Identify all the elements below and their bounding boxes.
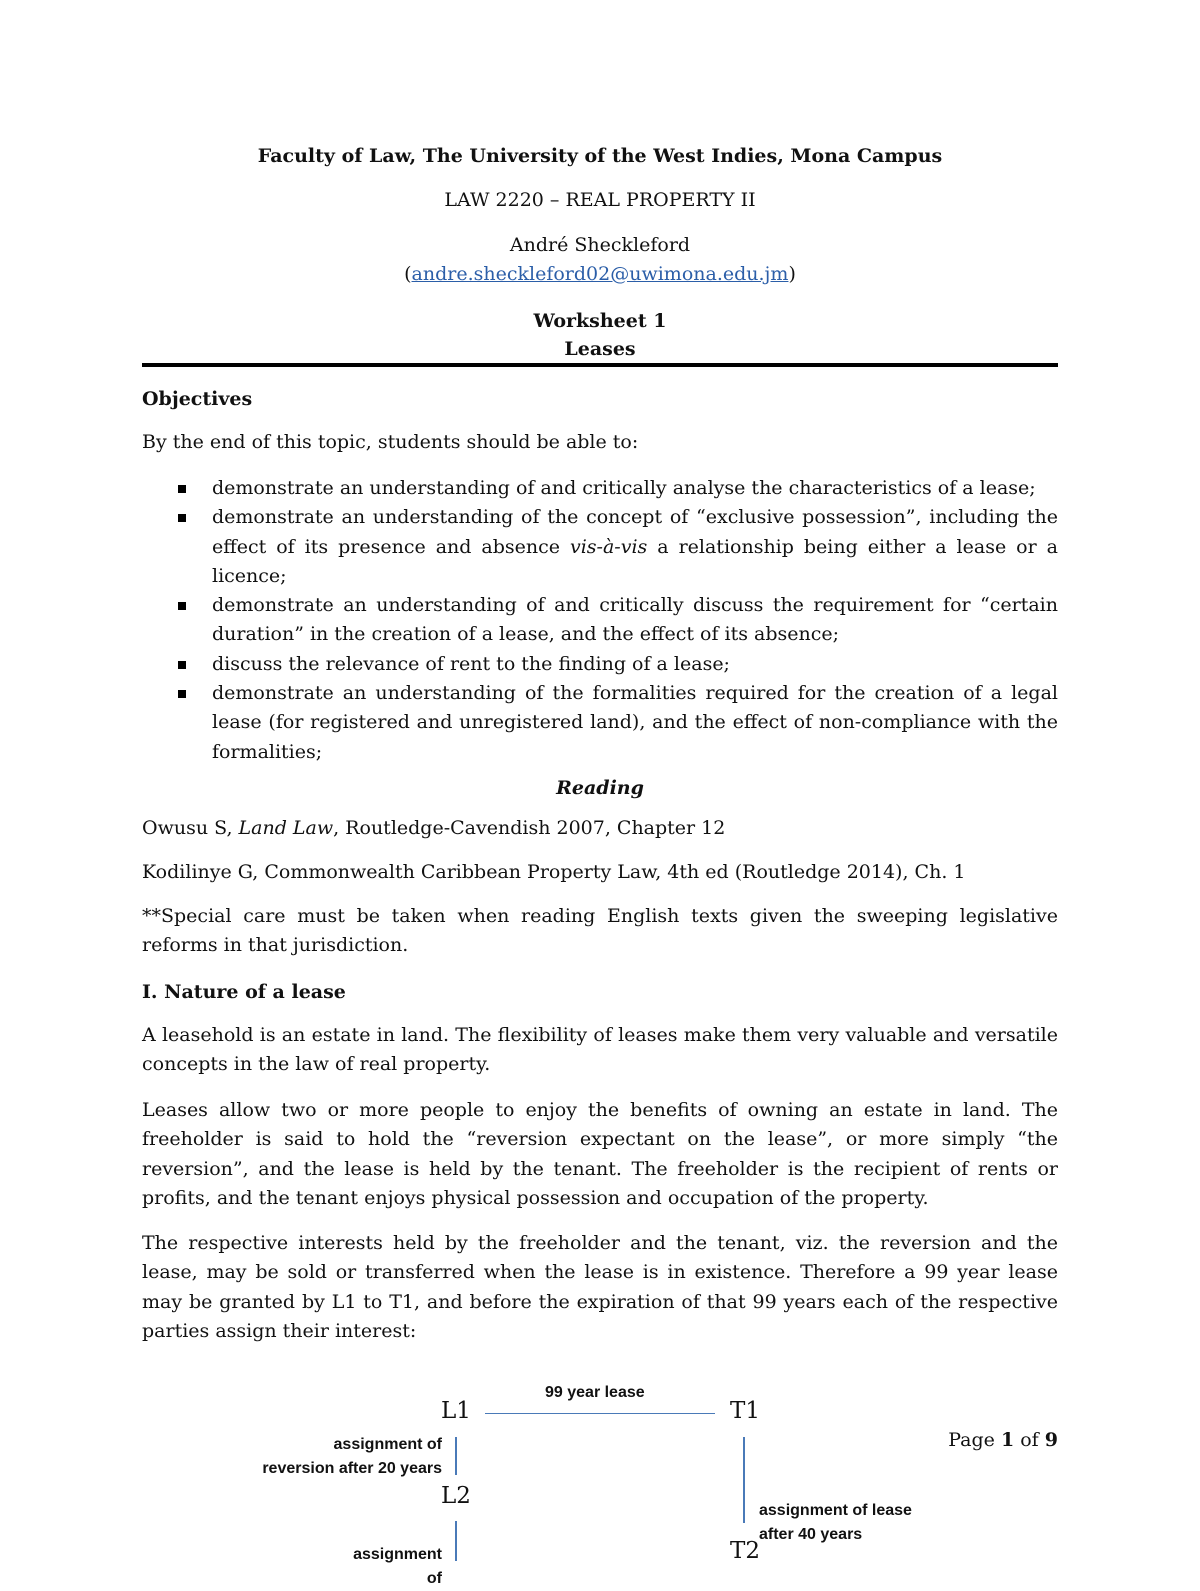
objective-text: demonstrate an understanding of and critically analyse the characteristics of a lease;	[212, 477, 1036, 499]
objectives-intro: By the end of this topic, students should be able to:	[142, 431, 639, 453]
page-prefix: Page	[948, 1429, 1001, 1451]
objectives-heading: Objectives	[142, 388, 253, 410]
section-paragraph: A leasehold is an estate in land. The flexibility of leases make them very valuable and versatile concepts in the law of real property.	[142, 1024, 1058, 1076]
reading-ref-author: Owusu S,	[142, 817, 239, 839]
section-paragraph: Leases allow two or more people to enjoy the benefits of owning an estate in land. The freeholder is said to hold the “reversion expectant on the lease”, or more simply “the reversion”, and the lease is held by the tenant. The freeholder is the recipient of rents or profits, and the tenant enjoys physical possession and occupation of the property.	[142, 1099, 1058, 1209]
objectives-list	[142, 474, 1058, 767]
reversion-assignment-label-partial: assignment of	[353, 1546, 442, 1587]
email-open-paren: (	[404, 263, 412, 285]
section-heading-nature: I. Nature of a lease	[142, 981, 346, 1003]
reading-ref-details: , Routledge-Cavendish 2007, Chapter 12	[333, 817, 726, 839]
square-bullet-icon	[178, 602, 186, 610]
lease-connector-line	[485, 1413, 715, 1414]
reading-ref-book-title: Land Law	[238, 817, 334, 839]
square-bullet-icon	[178, 514, 186, 522]
page-number	[920, 1429, 1058, 1451]
lease-assignment-connector-line	[743, 1437, 745, 1523]
reversion-assignment-label-line2: reversion after 20 years	[262, 1460, 442, 1477]
course-title-text: LAW 2220 – REAL PROPERTY II	[444, 189, 756, 211]
reading-note: **Special care must be taken when reading English texts given the sweeping legislative reforms in that jurisdiction.	[142, 905, 1058, 957]
objective-italic-text: vis-à-vis	[570, 535, 648, 558]
page-mid: of	[1014, 1429, 1045, 1451]
course-title	[142, 186, 1058, 214]
author-email-line	[142, 260, 1058, 288]
author-email-link[interactable]: andre.sheckleford02@uwimona.edu.jm	[411, 263, 789, 285]
objective-item	[142, 591, 1058, 650]
header-divider	[142, 363, 1058, 367]
objective-text: demonstrate an understanding of and critically discuss the requirement for “certain duration” in the creation of a lease, and the effect of its absence;	[212, 594, 1058, 646]
node-l2: L2	[441, 1483, 471, 1509]
node-t1: T1	[730, 1398, 760, 1424]
objective-text: demonstrate an understanding of the formalities required for the creation of a legal lease (for registered and unregistered land), and the effect of non-compliance with the formalities;	[212, 682, 1058, 763]
lease-label: 99 year lease	[545, 1384, 645, 1401]
lease-assignment-label-line2: after 40 years	[759, 1526, 863, 1543]
objective-text: discuss the relevance of rent to the finding of a lease;	[212, 652, 730, 675]
lease-assignment-label-line1: assignment of lease	[759, 1502, 912, 1519]
faculty-title: Faculty of Law, The University of the West Indies, Mona Campus	[257, 145, 943, 167]
reversion-connector-line-2	[455, 1521, 457, 1561]
section-paragraph: The respective interests held by the freeholder and the tenant, viz. the reversion and the lease, may be sold or transferred when the lease is in existence. Therefore a 99 year lease may be granted by L1 to T1, and before the expiration of that 99 years each of the respective parties assign their interest:	[142, 1232, 1058, 1342]
square-bullet-icon	[178, 690, 186, 698]
reversion-connector-line	[455, 1437, 457, 1475]
email-close-paren: )	[788, 263, 796, 285]
page-total: 9	[1044, 1429, 1058, 1451]
node-t2: T2	[730, 1538, 760, 1564]
reading-ref-owusu	[142, 814, 1058, 843]
objective-item	[142, 650, 1058, 679]
reading-heading: Reading	[556, 777, 644, 799]
node-l1: L1	[441, 1398, 471, 1424]
author-name: André Sheckleford	[509, 234, 691, 256]
objective-item	[142, 474, 1058, 503]
objective-text: a relationship being either a lease or a licence;	[212, 535, 1058, 587]
square-bullet-icon	[178, 485, 186, 493]
objective-item	[142, 679, 1058, 767]
worksheet-title: Worksheet 1	[533, 310, 667, 332]
square-bullet-icon	[178, 661, 186, 669]
topic-title: Leases	[564, 338, 636, 360]
reversion-assignment-label-line1: assignment of	[333, 1436, 442, 1453]
reading-ref-kodilinye: Kodilinye G, Commonwealth Caribbean Property Law, 4th ed (Routledge 2014), Ch. 1	[142, 861, 966, 883]
objective-text: demonstrate an understanding of the concept of “exclusive possession”, including the effect of its presence and absence	[212, 506, 1058, 558]
page-current: 1	[1000, 1429, 1015, 1451]
objective-item	[142, 503, 1058, 591]
